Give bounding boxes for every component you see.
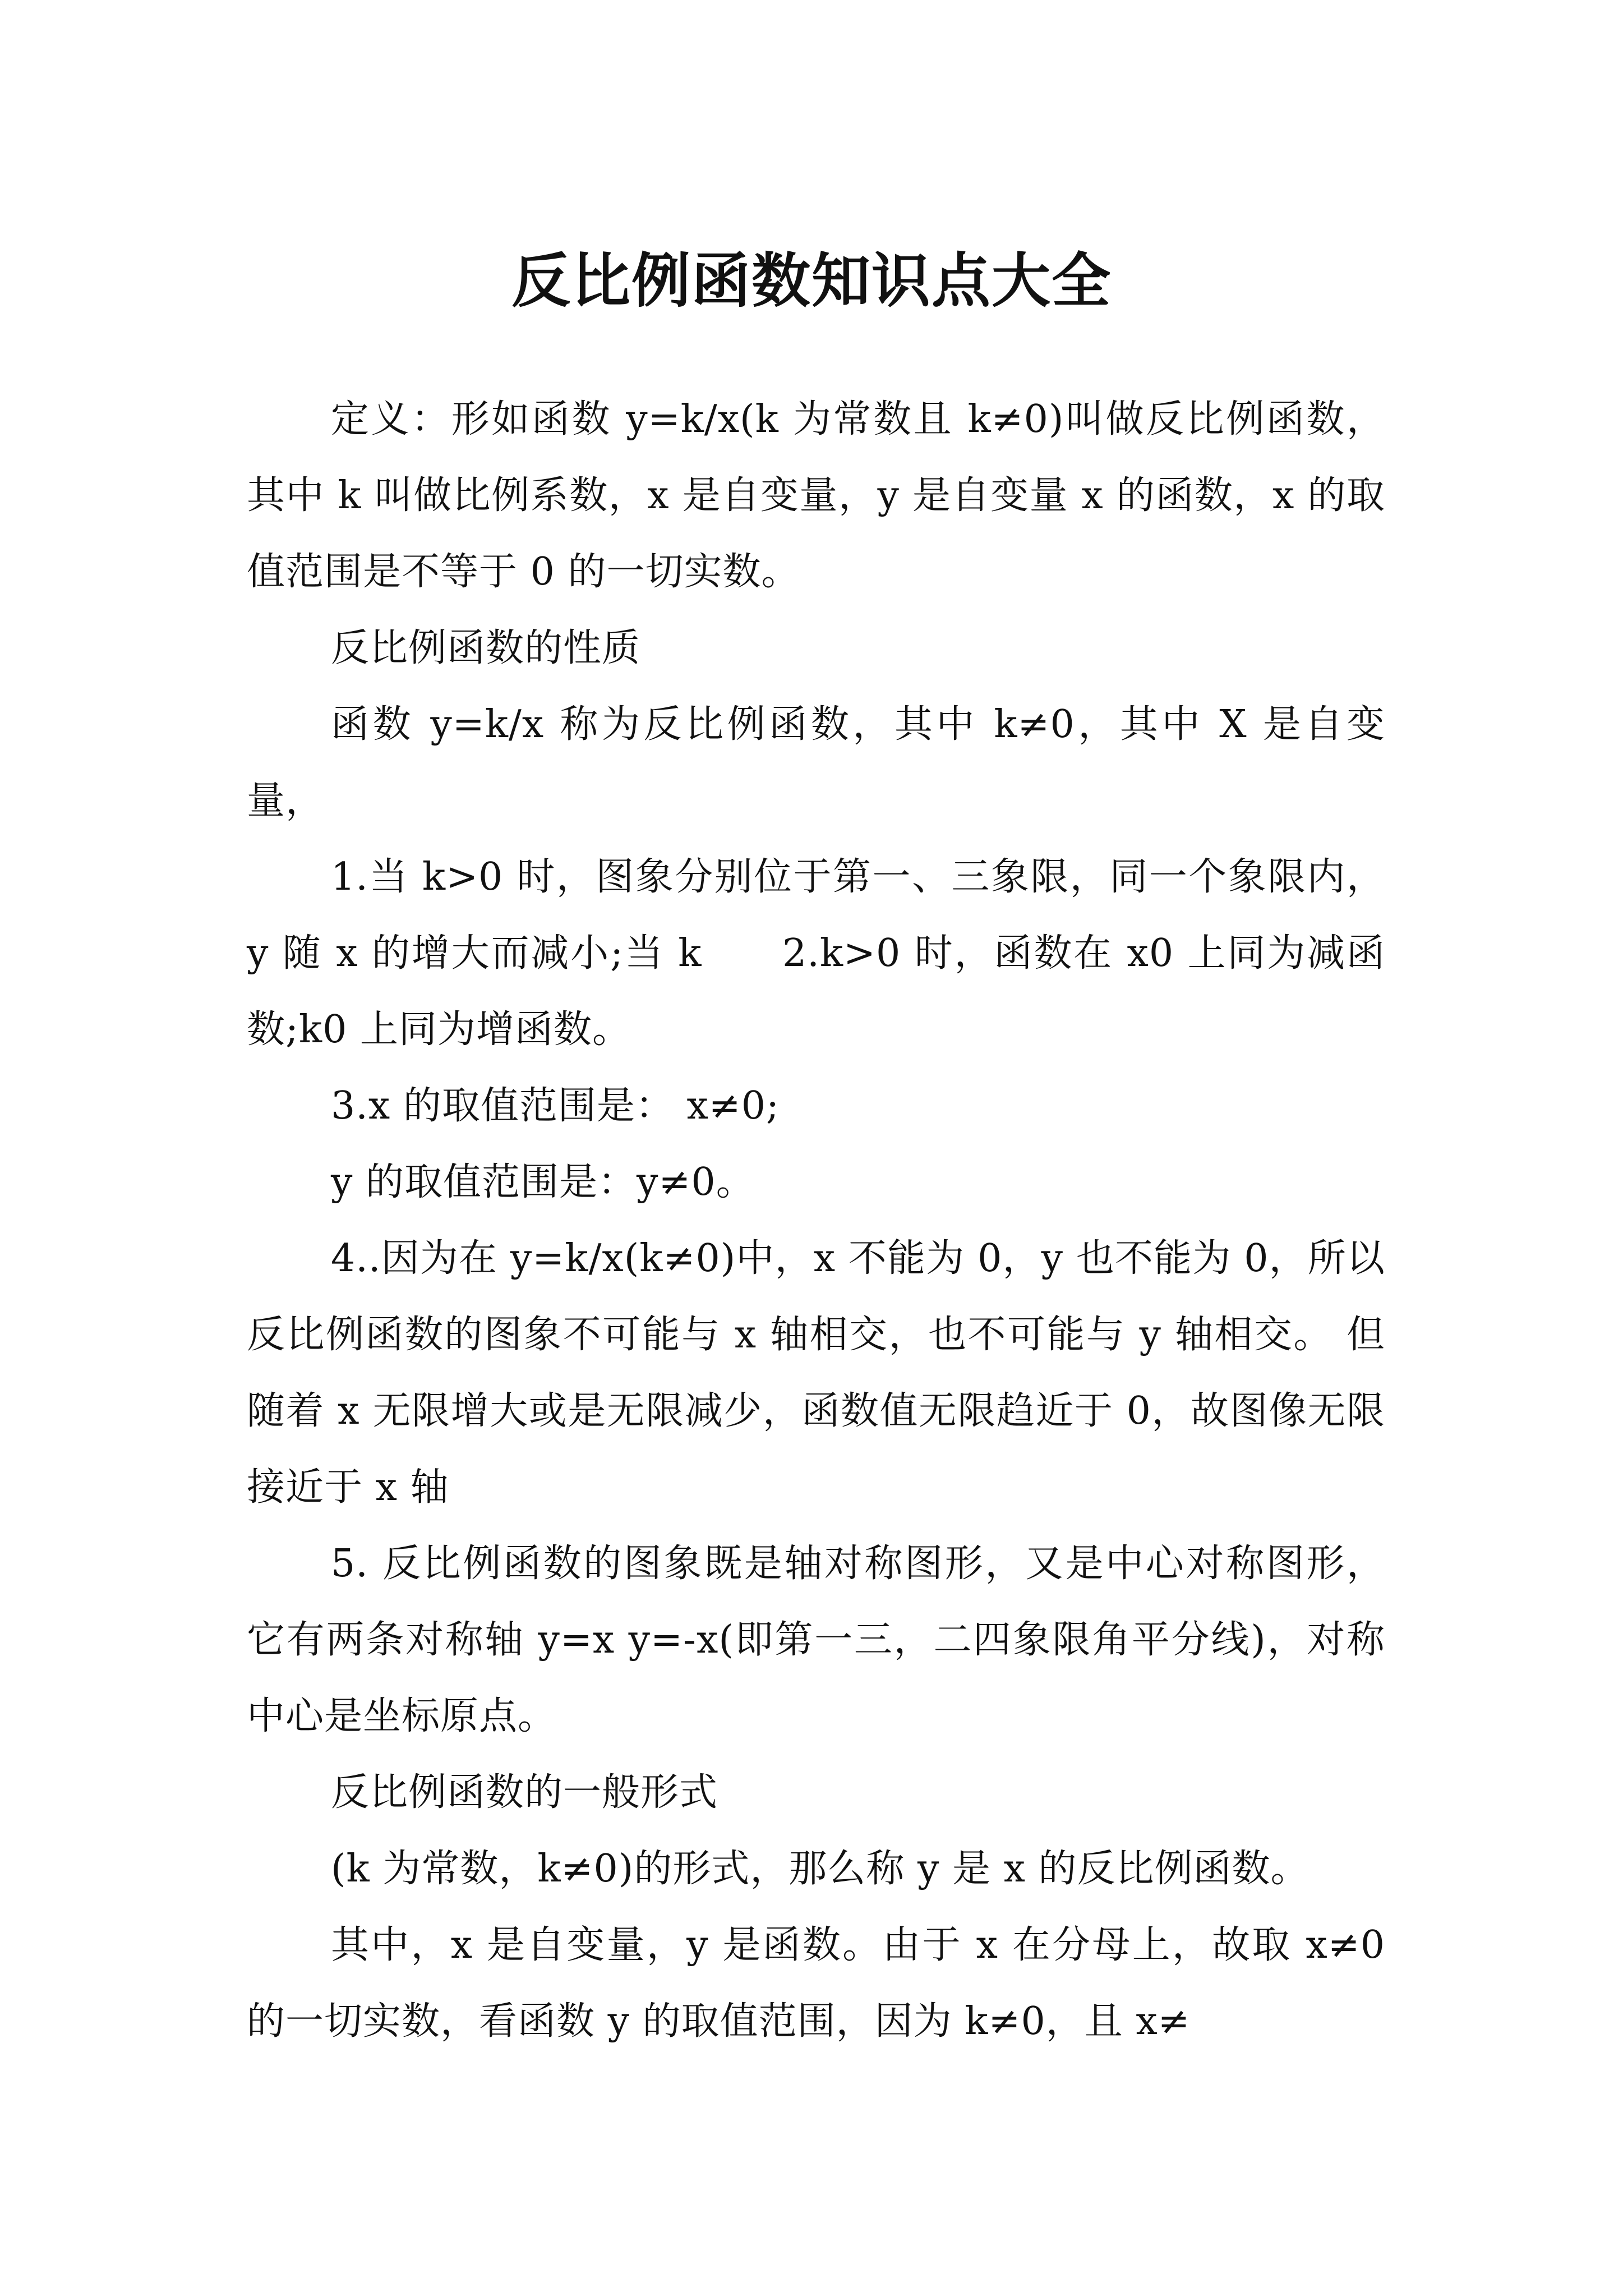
paragraph-property-3-x-range: 3.x 的取值范围是： x≠0; xyxy=(331,1084,780,1128)
paragraph-function-intro: 函数 y=k/x 称为反比例函数，其中 k≠0，其中 X 是自变量， xyxy=(247,702,1385,823)
paragraph-general-form: (k 为常数，k≠0)的形式，那么称 y 是 x 的反比例函数。 xyxy=(331,1847,1310,1891)
paragraph-property-4: 4..因为在 y=k/x(k≠0)中，x 不能为 0，y 也不能为 0，所以反比例函数的图象不可能与 x 轴相交，也不可能与 y 轴相交。 但随着 x 无限增大或是无限减少，函数值无限趋近于 0，故图像无限接近于 x 轴 xyxy=(247,1236,1385,1510)
paragraph-property-1: 1.当 k>0 时，图象分别位于第一、三象限，同一个象限内，y 随 x 的增大而减小;当 k 2.k>0 时，函数在 x0 上同为减函数;k0 上同为增函数。 xyxy=(247,855,1385,1052)
section-heading-properties: 反比例函数的性质 xyxy=(331,626,641,670)
paragraph-domain-explanation: 其中，x 是自变量，y 是函数。由于 x 在分母上，故取 x≠0 的一切实数，看函数 y 的取值范围，因为 k≠0，且 x≠ xyxy=(247,1923,1385,2044)
document-title: 反比例函数知识点大全 xyxy=(511,246,1112,316)
paragraph-definition: 定义：形如函数 y=k/x(k 为常数且 k≠0)叫做反比例函数，其中 k 叫做比例系数，x 是自变量，y 是自变量 x 的函数，x 的取值范围是不等于 0 的一切实数。 xyxy=(247,397,1385,594)
document-body xyxy=(247,381,1385,2060)
paragraph-property-3-y-range: y 的取值范围是：y≠0。 xyxy=(331,1160,755,1204)
section-heading-general-form: 反比例函数的一般形式 xyxy=(331,1770,718,1815)
paragraph-property-5: 5. 反比例函数的图象既是轴对称图形，又是中心对称图形，它有两条对称轴 y=x y=-x(即第一三，二四象限角平分线)，对称中心是坐标原点。 xyxy=(247,1542,1385,1738)
